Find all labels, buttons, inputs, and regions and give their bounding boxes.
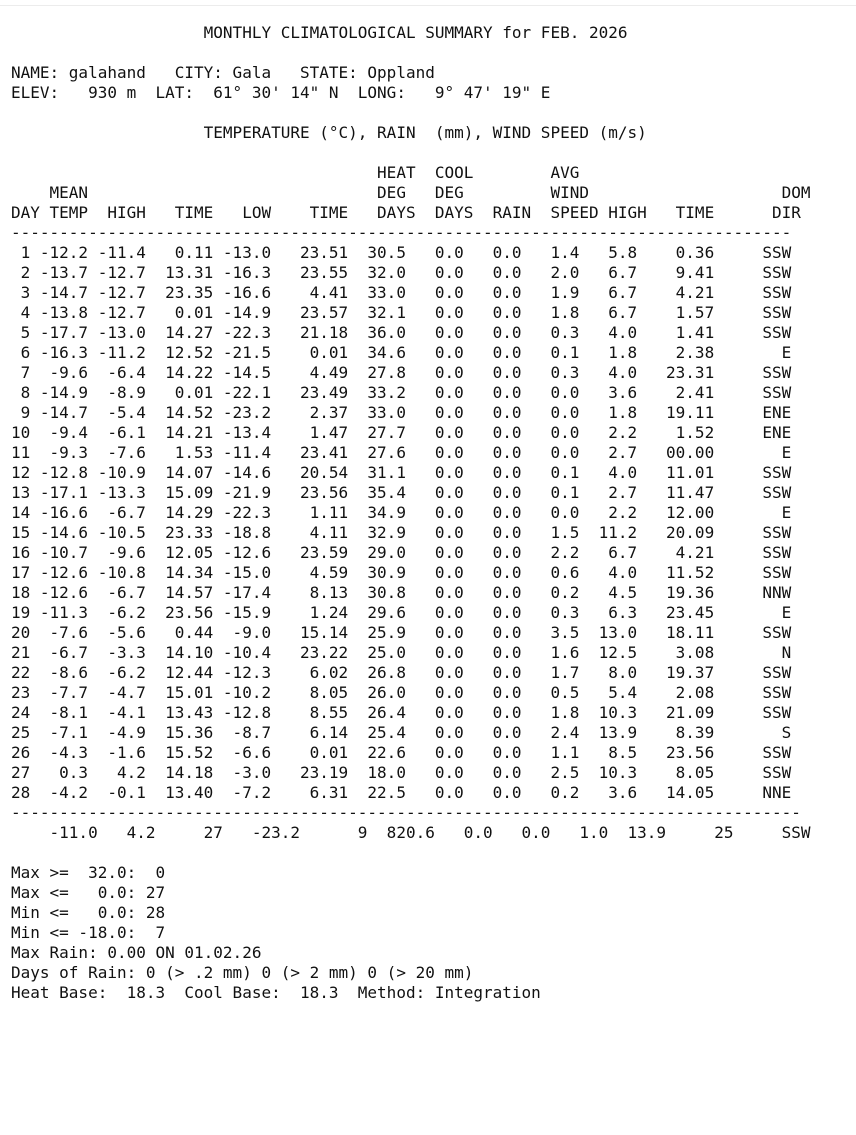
day-row: 16 -10.7 -9.6 12.05 -12.6 23.59 29.0 0.0 0.0 2.2 6.7 4.21 SSW (11, 543, 792, 562)
day-row: 15 -14.6 -10.5 23.33 -18.8 4.11 32.9 0.0 0.0 1.5 11.2 20.09 SSW (11, 523, 792, 542)
day-row: 25 -7.1 -4.9 15.36 -8.7 6.14 25.4 0.0 0.0 2.4 13.9 8.39 S (11, 723, 792, 742)
day-row: 17 -12.6 -10.8 14.34 -15.0 4.59 30.9 0.0 0.0 0.6 4.0 11.52 SSW (11, 563, 792, 582)
day-row: 2 -13.7 -12.7 13.31 -16.3 23.55 32.0 0.0 0.0 2.0 6.7 9.41 SSW (11, 263, 792, 282)
day-row: 12 -12.8 -10.9 14.07 -14.6 20.54 31.1 0.0 0.0 0.1 4.0 11.01 SSW (11, 463, 792, 482)
day-row: 14 -16.6 -6.7 14.29 -22.3 1.11 34.9 0.0 0.0 0.0 2.2 12.00 E (11, 503, 792, 522)
separator-line: --------------------------------------------------------------------------------- (11, 223, 792, 242)
day-row: 26 -4.3 -1.6 15.52 -6.6 0.01 22.6 0.0 0.0 1.1 8.5 23.56 SSW (11, 743, 792, 762)
page-top-border (0, 5, 856, 6)
footer-stat-line: Max <= 0.0: 27 (11, 883, 166, 902)
day-row: 20 -7.6 -5.6 0.44 -9.0 15.14 25.9 0.0 0.0 3.5 13.0 18.11 SSW (11, 623, 792, 642)
footer-stat-line: Days of Rain: 0 (> .2 mm) 0 (> 2 mm) 0 (> 20 mm) (11, 963, 474, 982)
separator-line: ---------------------------------------------------------------------------------- (11, 803, 801, 822)
footer-stat-line: Min <= -18.0: 7 (11, 923, 166, 942)
day-row: 27 0.3 4.2 14.18 -3.0 23.19 18.0 0.0 0.0 2.5 10.3 8.05 SSW (11, 763, 792, 782)
day-row: 1 -12.2 -11.4 0.11 -13.0 23.51 30.5 0.0 0.0 1.4 5.8 0.36 SSW (11, 243, 792, 262)
climatological-summary-report (11, 23, 811, 1003)
day-row: 21 -6.7 -3.3 14.10 -10.4 23.22 25.0 0.0 0.0 1.6 12.5 3.08 N (11, 643, 792, 662)
day-row: 19 -11.3 -6.2 23.56 -15.9 1.24 29.6 0.0 0.0 0.3 6.3 23.45 E (11, 603, 792, 622)
day-row: 18 -12.6 -6.7 14.57 -17.4 8.13 30.8 0.0 0.0 0.2 4.5 19.36 NNW (11, 583, 792, 602)
footer-stat-line: Max Rain: 0.00 ON 01.02.26 (11, 943, 262, 962)
day-row: 24 -8.1 -4.1 13.43 -12.8 8.55 26.4 0.0 0.0 1.8 10.3 21.09 SSW (11, 703, 792, 722)
station-info-line: ELEV: 930 m LAT: 61° 30' 14" N LONG: 9° 47' 19" E (11, 83, 551, 102)
footer-stat-line: Heat Base: 18.3 Cool Base: 18.3 Method: Integration (11, 983, 541, 1002)
column-header-line: DAY TEMP HIGH TIME LOW TIME DAYS DAYS RAIN SPEED HIGH TIME DIR (11, 203, 801, 222)
day-row: 9 -14.7 -5.4 14.52 -23.2 2.37 33.0 0.0 0.0 0.0 1.8 19.11 ENE (11, 403, 792, 422)
day-row: 4 -13.8 -12.7 0.01 -14.9 23.57 32.1 0.0 0.0 1.8 6.7 1.57 SSW (11, 303, 792, 322)
day-row: 5 -17.7 -13.0 14.27 -22.3 21.18 36.0 0.0 0.0 0.3 4.0 1.41 SSW (11, 323, 792, 342)
report-title: MONTHLY CLIMATOLOGICAL SUMMARY for FEB. 2026 (11, 23, 628, 42)
day-row: 23 -7.7 -4.7 15.01 -10.2 8.05 26.0 0.0 0.0 0.5 5.4 2.08 SSW (11, 683, 792, 702)
column-header-line: HEAT COOL AVG (11, 163, 580, 182)
footer-stat-line: Max >= 32.0: 0 (11, 863, 166, 882)
day-row: 8 -14.9 -8.9 0.01 -22.1 23.49 33.2 0.0 0.0 0.0 3.6 2.41 SSW (11, 383, 792, 402)
day-row: 10 -9.4 -6.1 14.21 -13.4 1.47 27.7 0.0 0.0 0.0 2.2 1.52 ENE (11, 423, 792, 442)
day-row: 7 -9.6 -6.4 14.22 -14.5 4.49 27.8 0.0 0.0 0.3 4.0 23.31 SSW (11, 363, 792, 382)
day-row: 28 -4.2 -0.1 13.40 -7.2 6.31 22.5 0.0 0.0 0.2 3.6 14.05 NNE (11, 783, 792, 802)
footer-stat-line: Min <= 0.0: 28 (11, 903, 166, 922)
day-row: 22 -8.6 -6.2 12.44 -12.3 6.02 26.8 0.0 0.0 1.7 8.0 19.37 SSW (11, 663, 792, 682)
day-row: 13 -17.1 -13.3 15.09 -21.9 23.56 35.4 0.0 0.0 0.1 2.7 11.47 SSW (11, 483, 792, 502)
units-line: TEMPERATURE (°C), RAIN (mm), WIND SPEED (m/s) (11, 123, 647, 142)
day-row: 11 -9.3 -7.6 1.53 -11.4 23.41 27.6 0.0 0.0 0.0 2.7 00.00 E (11, 443, 792, 462)
day-row: 3 -14.7 -12.7 23.35 -16.6 4.41 33.0 0.0 0.0 1.9 6.7 4.21 SSW (11, 283, 792, 302)
station-info-line: NAME: galahand CITY: Gala STATE: Oppland (11, 63, 435, 82)
column-header-line: MEAN DEG DEG WIND DOM (11, 183, 811, 202)
day-row: 6 -16.3 -11.2 12.52 -21.5 0.01 34.6 0.0 0.0 0.1 1.8 2.38 E (11, 343, 792, 362)
summary-row: -11.0 4.2 27 -23.2 9 820.6 0.0 0.0 1.0 13.9 25 SSW (11, 823, 811, 842)
